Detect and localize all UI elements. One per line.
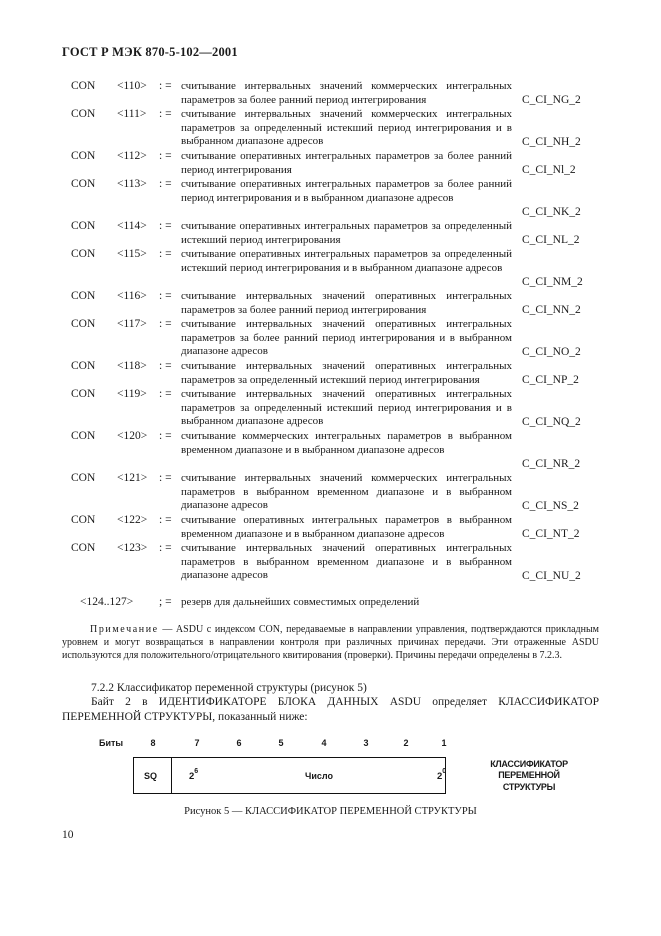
assign-sign: : = [159,108,172,120]
type-code: <122> [117,514,148,526]
assign-sign: : = [159,178,172,190]
type-identifier: C_CI_NT_2 [522,528,580,541]
definition-row [0,248,661,290]
type-code: <116> [117,290,147,302]
assign-sign: : = [159,388,172,400]
definition-text: считывание оперативных интегральных параметров за более ранний период интегрирования [181,150,512,176]
assign-sign: : = [159,220,172,232]
definition-text: считывание интервальных значений оперативных интегральных параметров за определенный истекший период интегрирования [181,360,512,386]
type-identifier: C_CI_NM_2 [522,276,583,289]
assign-sign: : = [159,248,172,260]
definition-text: считывание интервальных значений оперативных интегральных параметров в выбранном временном диапазоне и в выбранном диапазоне адресов [181,542,512,582]
definition-row [0,318,661,360]
bit-number: 6 [236,738,242,748]
type-identifier: C_CI_NL_2 [522,234,580,247]
type-identifier: C_CI_NH_2 [522,136,581,149]
con-label: CON [71,80,96,92]
definition-text: считывание коммерческих интегральных параметров в выбранном временном диапазоне и в выбранном диапазоне адресов [181,430,512,456]
con-label: CON [71,542,96,554]
definition-text: считывание интервальных значений коммерческих интегральных параметров в выбранном временном диапазоне и в выбранном диапазоне адресов [181,472,512,512]
assign-sign: : = [159,150,172,162]
type-code: <123> [117,542,148,554]
bit-number: 1 [441,738,447,748]
con-label: CON [71,360,96,372]
assign-sign: : = [159,80,172,92]
document-header: ГОСТ Р МЭК 870-5-102—2001 [62,45,238,59]
definition-row [0,542,661,584]
assign-sign: : = [159,360,172,372]
vsq-caption-line: СТРУКТУРЫ [502,781,556,792]
assign-sign: : = [159,318,172,330]
definition-row [0,220,661,248]
con-label: CON [71,514,96,526]
section-heading: 7.2.2 Классификатор переменной структуры (рисунок 5) [91,682,367,694]
type-code: <117> [117,318,147,330]
definition-row [0,290,661,318]
con-label: CON [71,108,96,120]
lsb-base: 2 [437,771,443,783]
definition-row [0,360,661,388]
definition-row [0,108,661,150]
bit-number: 5 [278,738,284,748]
definition-text: считывание оперативных интегральных параметров за определенный истекший период интегрирования [181,220,512,246]
assign-sign: : = [159,472,172,484]
type-identifier: C_CI_NR_2 [522,458,581,471]
definition-text: считывание интервальных значений оперативных интегральных параметров за определенный истекший период интегрирования и в выбранном диапазоне адресов [181,388,512,428]
definition-row [0,430,661,472]
type-identifier: C_CI_NO_2 [522,346,581,359]
definition-text: считывание интервальных значений коммерческих интегральных параметров за более ранний период интегрирования [181,80,512,106]
type-code: <120> [117,430,148,442]
type-code: <115> [117,248,147,260]
con-label: CON [71,388,96,400]
bit-number: 3 [363,738,369,748]
type-identifier: C_CI_NP_2 [522,374,579,387]
con-label: CON [71,150,96,162]
definition-row [0,80,661,108]
type-code: <119> [117,388,147,400]
msb-exponent: 6 [194,768,199,775]
note-paragraph [62,624,599,662]
lsb-exponent: 0 [442,768,447,775]
definition-text: резерв для дальнейших совместимых определений [181,596,420,608]
con-label: CON [71,290,96,302]
definition-row-reserved [0,596,661,610]
definition-text: считывание интервальных значений коммерческих интегральных параметров за определенный истекший период интегрирования и в выбранном диапазоне адресов [181,108,512,148]
bits-label: Биты [99,738,124,748]
bit-number: 7 [194,738,200,748]
figure-caption: Рисунок 5 — КЛАССИФИКАТОР ПЕРЕМЕННОЙ СТРУКТУРЫ [184,806,477,817]
vsq-caption-line: КЛАССИФИКАТОР [490,759,568,769]
sq-divider [171,757,172,794]
type-identifier: C_CI_NG_2 [522,94,581,107]
type-code: <111> [117,108,147,120]
type-code: <112> [117,150,147,162]
bit-number: 2 [403,738,409,748]
con-label: CON [71,178,96,190]
type-identifier: C_CI_Nl_2 [522,164,576,177]
note-text: — ASDU с индексом CON, передаваемые в направлении управления, подтверждаются прикладным уровнем и могут возвращаться в направлении контроля при различных причинах передачи. Эти отраженные ASDU используются для положительного/отрицательного квитирования (проверки). Причины передачи определены в 7.2.3. [62,624,599,661]
con-label: CON [71,472,96,484]
vsq-caption-line: ПЕРЕМЕННОЙ [498,770,560,781]
assign-sign: : = [159,542,172,554]
body-paragraph: Байт 2 в ИДЕНТИФИКАТОРЕ БЛОКА ДАННЫХ ASDU определяет КЛАССИФИКАТОР ПЕРЕМЕННОЙ СТРУКТУРЫ, показанный ниже: [62,696,599,723]
note-label: Примечание [90,624,159,635]
definition-row [0,514,661,542]
type-identifier: C_CI_NS_2 [522,500,579,513]
definition-text: считывание интервальных значений оперативных интегральных параметров за более ранний период интегрирования и в выбранном диапазоне адресов [181,318,512,358]
definition-row [0,178,661,220]
definition-row [0,472,661,514]
type-identifier: C_CI_NQ_2 [522,416,581,429]
definition-text: считывание оперативных интегральных параметров за определенный истекший период интегрирования и в выбранном диапазоне адресов [181,248,512,274]
bit-number: 4 [321,738,327,748]
definition-row [0,150,661,178]
type-code: <113> [117,178,147,190]
type-code: <121> [117,472,148,484]
page-number: 10 [62,829,74,841]
msb-base: 2 [189,771,195,783]
type-code: <118> [117,360,147,372]
vsq-figure [0,730,661,800]
assign-sign: ; = [159,596,172,608]
type-identifier: C_CI_NN_2 [522,304,581,317]
con-label: CON [71,430,96,442]
vsq-byte-box [133,757,446,794]
vsq-caption [478,759,580,793]
assign-sign: : = [159,514,172,526]
assign-sign: : = [159,290,172,302]
con-label: CON [71,248,96,260]
definition-text: считывание оперативных интегральных параметров в выбранном временном диапазоне и в выбранном диапазоне адресов [181,514,512,540]
number-label: Число [305,771,333,781]
definition-row [0,388,661,430]
type-code-range: <124..127> [80,596,134,608]
type-identifier: C_CI_NU_2 [522,570,581,583]
assign-sign: : = [159,430,172,442]
lsb-power [437,770,446,782]
con-label: CON [71,220,96,232]
sq-label: SQ [144,771,158,781]
msb-power [189,770,198,782]
type-code: <110> [117,80,147,92]
definition-text: считывание интервальных значений оперативных интегральных параметров за более ранний период интегрирования [181,290,512,316]
type-code: <114> [117,220,147,232]
type-identifier: C_CI_NK_2 [522,206,581,219]
definition-text: считывание оперативных интегральных параметров за более ранний период интегрирования и в выбранном диапазоне адресов [181,178,512,204]
con-label: CON [71,318,96,330]
bit-number: 8 [150,738,156,748]
